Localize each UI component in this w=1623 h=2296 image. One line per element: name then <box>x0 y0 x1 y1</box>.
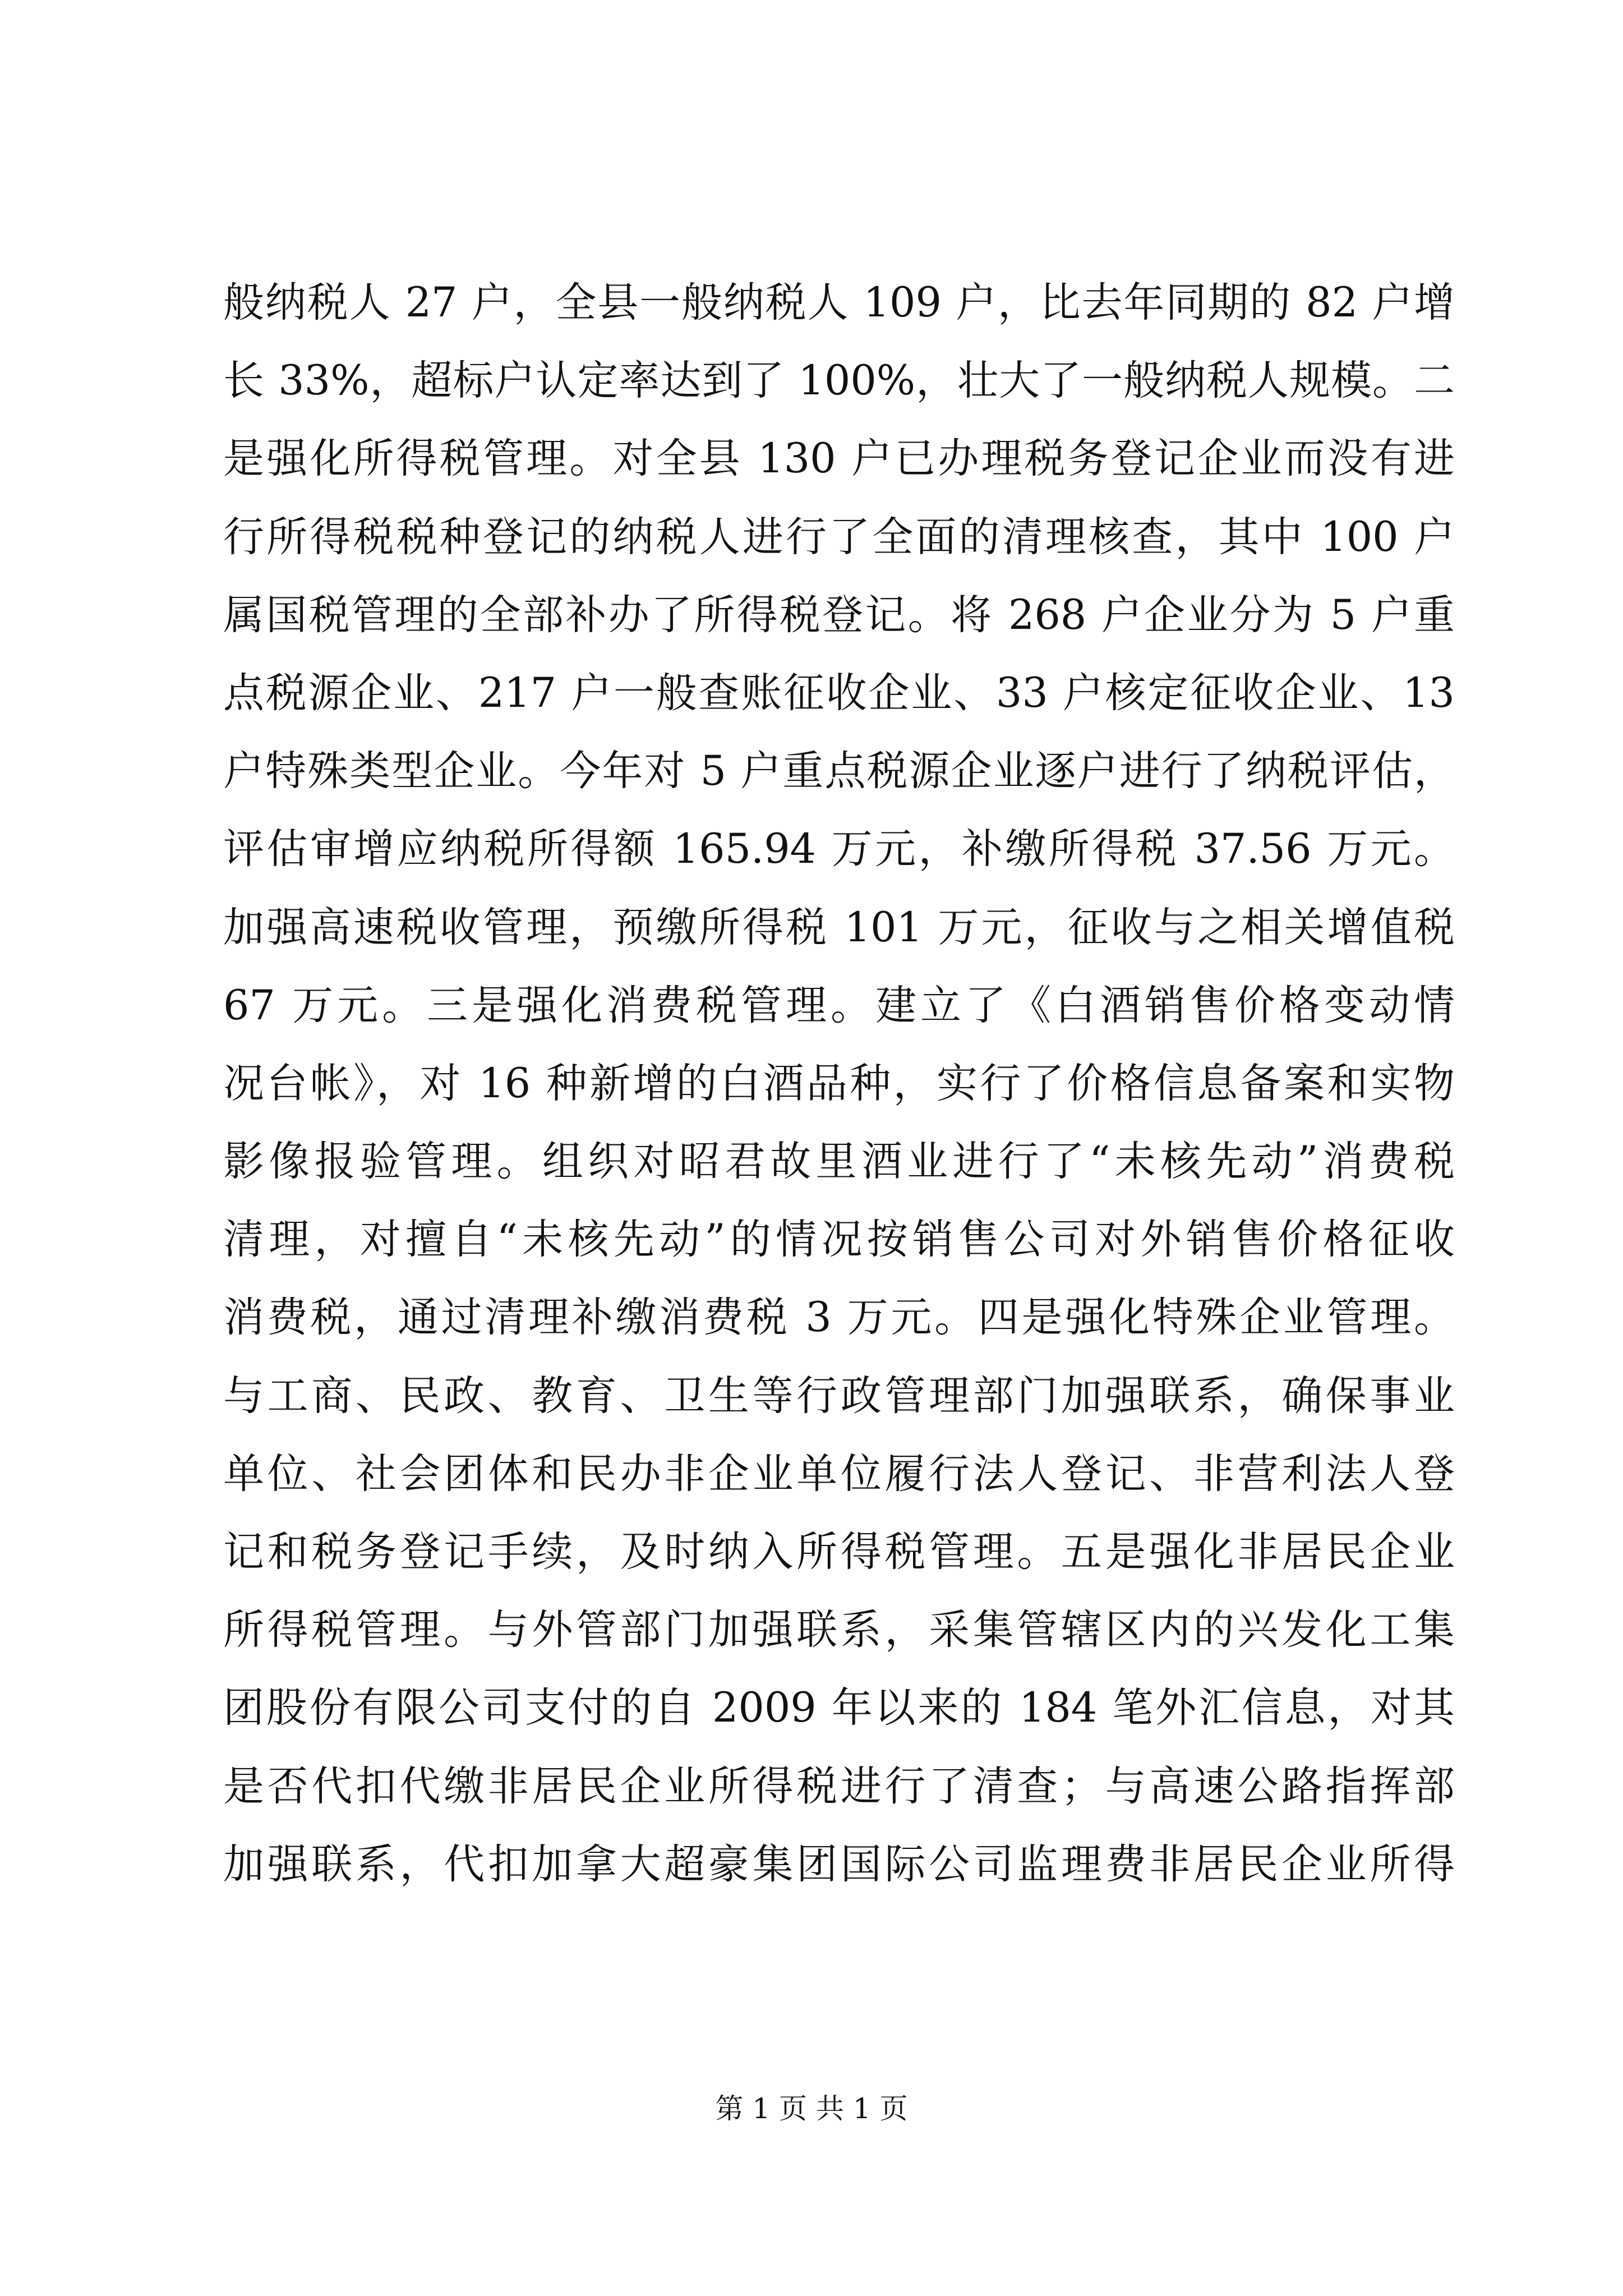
text-line: 是否代扣代缴非居民企业所得税进行了清查；与高速公路指挥部 <box>223 1762 1455 1810</box>
text-line: 加强高速税收管理，预缴所得税 101 万元，征收与之相关增值税 <box>223 903 1455 951</box>
text-line: 属国税管理的全部补办了所得税登记。将 268 户企业分为 5 户重 <box>223 591 1455 639</box>
text-line: 加强联系，代扣加拿大超豪集团国际公司监理费非居民企业所得 <box>223 1840 1455 1888</box>
page-footer: 第 1 页 共 1 页 <box>715 2092 908 2125</box>
text-line: 是强化所得税管理。对全县 130 户已办理税务登记企业而没有进 <box>223 435 1455 483</box>
text-line: 67 万元。三是强化消费税管理。建立了《白酒销售价格变动情 <box>223 981 1455 1029</box>
text-line: 消费税，通过清理补缴消费税 3 万元。四是强化特殊企业管理。 <box>223 1294 1455 1342</box>
text-line: 所得税管理。与外管部门加强联系，采集管辖区内的兴发化工集 <box>223 1606 1455 1654</box>
text-line: 单位、社会团体和民办非企业单位履行法人登记、非营利法人登 <box>223 1450 1455 1498</box>
text-line: 般纳税人 27 户，全县一般纳税人 109 户，比去年同期的 82 户增 <box>223 279 1455 326</box>
text-line: 评估审增应纳税所得额 165.94 万元，补缴所得税 37.56 万元。 <box>223 825 1455 873</box>
text-line: 况台帐》，对 16 种新增的白酒品种，实行了价格信息备案和实物 <box>223 1059 1455 1107</box>
document-body <box>223 264 1455 1903</box>
text-line: 户特殊类型企业。今年对 5 户重点税源企业逐户进行了纳税评估， <box>223 747 1455 795</box>
text-line: 清理，对擅自“未核先动”的情况按销售公司对外销售价格征收 <box>223 1216 1455 1264</box>
text-line: 团股份有限公司支付的自 2009 年以来的 184 笔外汇信息，对其 <box>223 1684 1455 1732</box>
text-line: 与工商、民政、教育、卫生等行政管理部门加强联系，确保事业 <box>223 1372 1455 1420</box>
text-line: 点税源企业、217 户一般查账征收企业、33 户核定征收企业、13 <box>223 669 1455 717</box>
text-line: 影像报验管理。组织对昭君故里酒业进行了“未核先动”消费税 <box>223 1138 1455 1186</box>
text-line: 行所得税税种登记的纳税人进行了全面的清理核查，其中 100 户 <box>223 513 1455 561</box>
text-line: 记和税务登记手续，及时纳入所得税管理。五是强化非居民企业 <box>223 1528 1455 1576</box>
text-line: 长 33%，超标户认定率达到了 100%，壮大了一般纳税人规模。二 <box>223 357 1455 405</box>
